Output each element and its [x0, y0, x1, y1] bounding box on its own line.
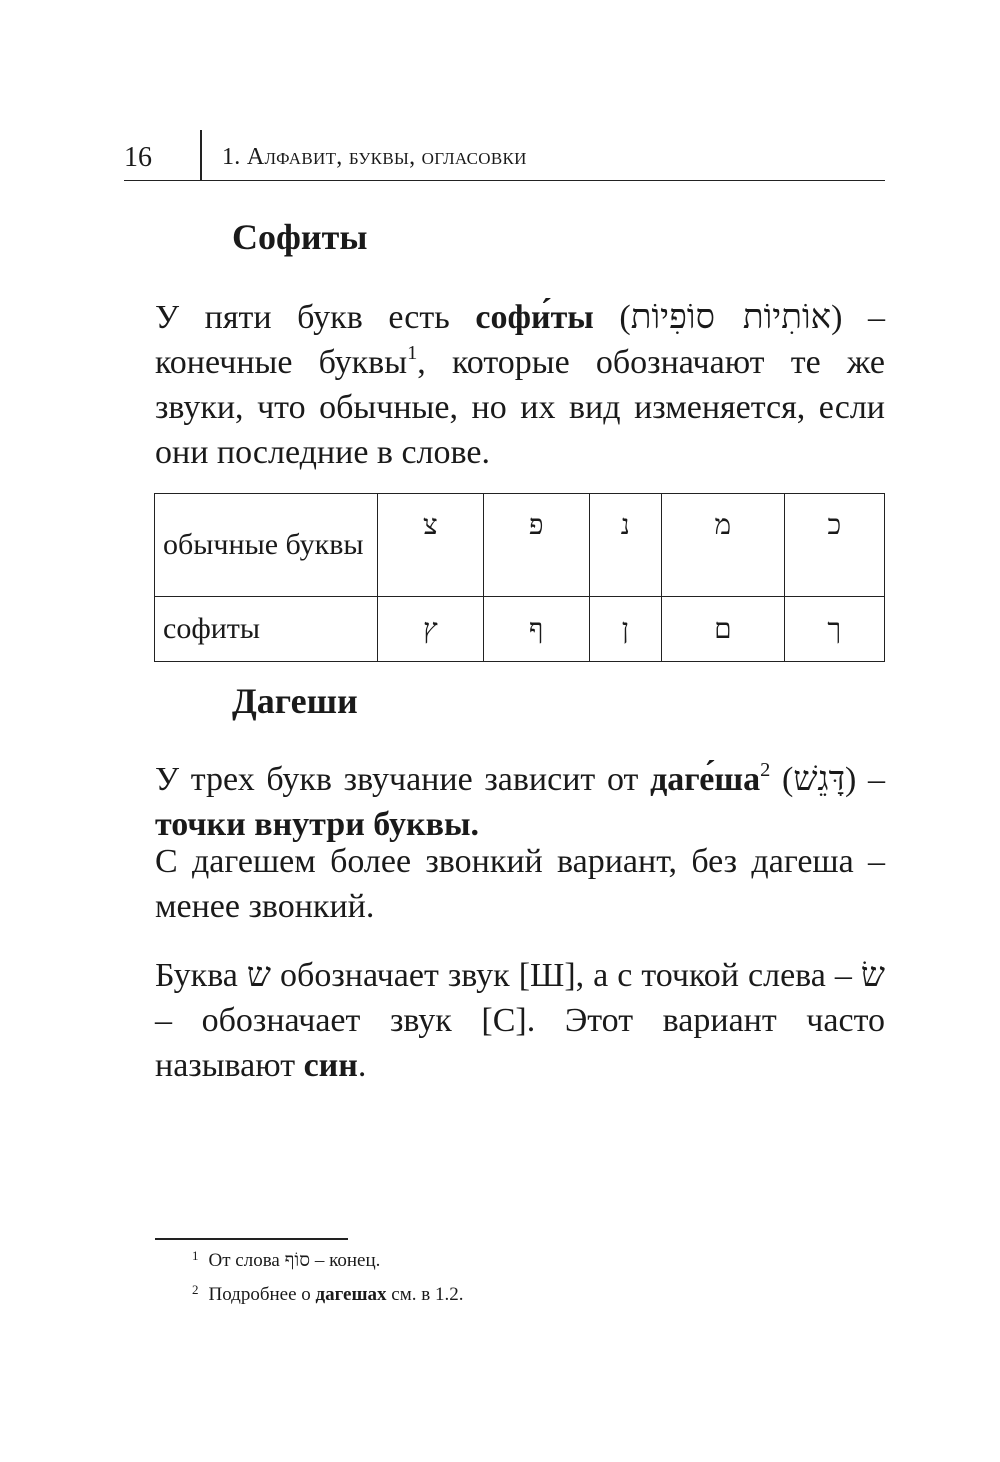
term-sin: син — [303, 1047, 358, 1084]
footnote-ref-1: 1 — [407, 341, 418, 364]
final-letter-cell: ם — [662, 597, 785, 662]
term-sofit: софи́ты — [475, 299, 594, 336]
bold-definition: точки внутри буквы. — [155, 806, 479, 843]
footnote-mark: 2 — [192, 1282, 199, 1297]
term-dagesh: даге́ша — [650, 761, 761, 798]
hebrew-shin: ש — [246, 955, 271, 995]
letter-cell: צ — [378, 494, 484, 597]
row-label-regular: обычные буквы — [155, 494, 378, 597]
letter-cell: מ — [662, 494, 785, 597]
footnote-ref-2: 2 — [760, 758, 771, 781]
footnote-2: $^2$ Подробнее о дагешах см. в 1.2. — [192, 1282, 464, 1305]
section-title-sofit: Софиты — [232, 217, 368, 257]
running-title: 1. Алфавит, буквы, огласовки — [222, 144, 527, 170]
paragraph-sofit: У пяти букв есть софи́ты (אוֹתִיוֹת סוֹפִיוֹת) – конечные буквы$^1$, которые обозначают те же звуки, что обычные, но их вид изменяется, если они последние в слове. — [155, 297, 885, 471]
footnote-1: $^1$ От слова סוֹף – конец. — [192, 1248, 381, 1271]
hebrew-sin: שׂ — [860, 955, 885, 995]
section-title-dagesh: Дагеши — [232, 681, 358, 721]
header-separator — [200, 130, 202, 180]
bold-dageshah: дагешах — [315, 1284, 387, 1305]
row-label-final: софиты — [155, 597, 378, 662]
letter-cell: פ — [483, 494, 589, 597]
footnote-mark: 1 — [192, 1248, 199, 1263]
paragraph-shin: Буква ש обозначает звук [Ш], а с точкой слева – שׂ – обозначает звук [С]. Этот вариант часто называют син. — [155, 955, 885, 1084]
letter-cell: נ — [589, 494, 661, 597]
final-letter-cell: ץ — [378, 597, 484, 662]
final-letter-cell: ך — [784, 597, 884, 662]
table-row-final — [155, 597, 885, 662]
hebrew-dagesh: דָּגֵשׁ — [793, 759, 845, 799]
hebrew-term: אוֹתִיוֹת סוֹפִיוֹת — [630, 297, 832, 337]
letters-table — [154, 493, 885, 662]
footnote-rule — [155, 1238, 348, 1240]
paragraph-dagesh-1: У трех букв звучание зависит от $даге́ша^2$ (דָּגֵשׁ) – точки внутри буквы. — [155, 758, 886, 843]
page-number: 16 — [124, 142, 152, 173]
paragraph-dagesh-2: С дагешем более звонкий вариант, без дагеша – менее звонкий. — [155, 843, 885, 925]
hebrew-sof: סוֹף — [284, 1249, 311, 1271]
table-row-regular — [155, 494, 885, 597]
letter-cell: כ — [784, 494, 884, 597]
final-letter-cell: ן — [589, 597, 661, 662]
page-header — [124, 130, 885, 181]
final-letter-cell: ף — [483, 597, 589, 662]
